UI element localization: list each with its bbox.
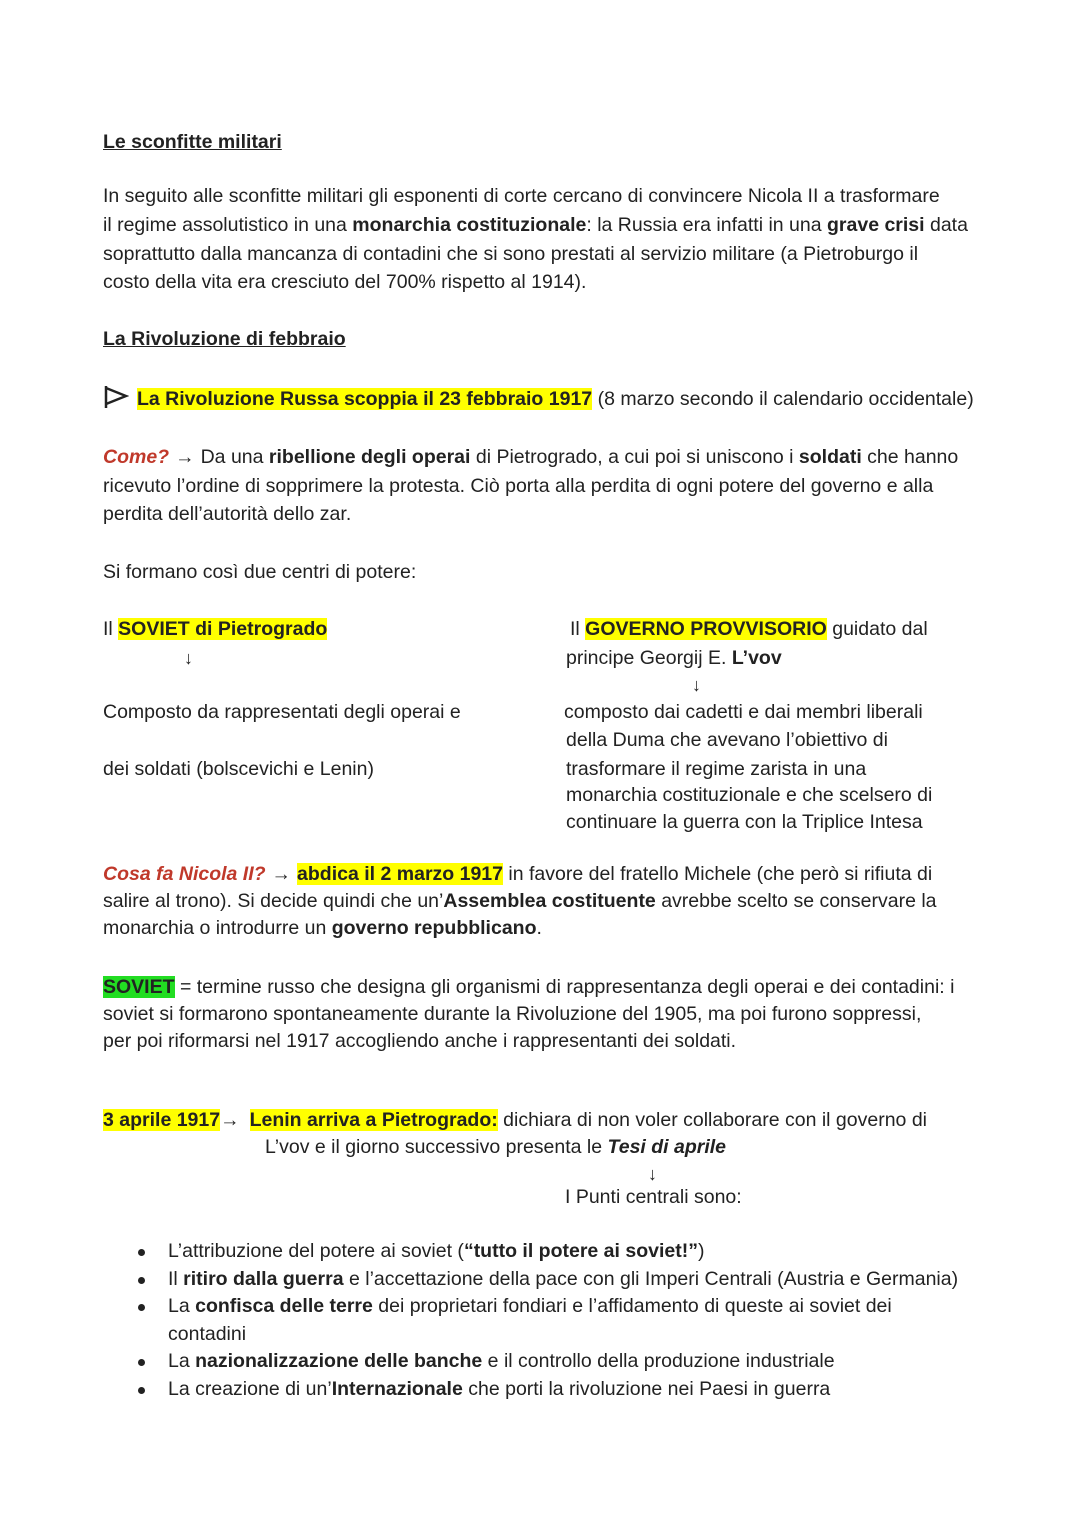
paragraph-line: perdita dell’autorità dello zar. (103, 503, 352, 525)
paragraph-line: monarchia o introdurre un governo repubblicano. (103, 917, 542, 939)
soviet-desc-line: dei soldati (bolscevichi e Lenin) (103, 758, 374, 780)
governo-leader: principe Georgij E. L’vov (566, 647, 782, 669)
flag-line: La Rivoluzione Russa scoppia il 23 febbraio 1917 (8 marzo secondo il calendario occidentale) (103, 385, 974, 418)
down-arrow: ↓ (648, 1164, 657, 1184)
paragraph-line: ricevuto l’ordine di sopprimere la protesta. Ciò porta alla perdita di ogni potere del governo e alla (103, 475, 934, 497)
revolution-date-highlight: La Rivoluzione Russa scoppia il 23 febbraio 1917 (137, 388, 593, 410)
nicola-line: Cosa fa Nicola II? → abdica il 2 marzo 1917 in favore del fratello Michele (che però si rifiuta di (103, 863, 933, 885)
paragraph-line: In seguito alle sconfitte militari gli esponenti di corte cercano di convincere Nicola II a trasformare (103, 185, 940, 207)
flag-outline-icon (103, 385, 129, 418)
paragraph-line: salire al trono). Si decide quindi che un’Assemblea costituente avrebbe scelto se conservare la (103, 890, 937, 912)
list-item: L’attribuzione del potere ai soviet (“tutto il potere ai soviet!”) (132, 1238, 1012, 1266)
list-item: La confisca delle terre dei proprietari fondiari e l’affidamento di queste ai soviet dei contadini (132, 1293, 928, 1348)
governo-desc-line: della Duma che avevano l’obiettivo di (566, 729, 888, 751)
list-item: La creazione di un’Internazionale che porti la rivoluzione nei Paesi in guerra (132, 1376, 1012, 1404)
governo-title: Il GOVERNO PROVVISORIO guidato dal (570, 618, 928, 640)
soviet-definition: SOVIET = termine russo che designa gli organismi di rappresentanza degli operai e dei contadini: i (103, 976, 955, 998)
points-intro: I Punti centrali sono: (565, 1186, 742, 1208)
april-theses-list (132, 1238, 1012, 1403)
lenin-line: 3 aprile 1917→ Lenin arriva a Pietrogrado: dichiara di non voler collaborare con il governo di (103, 1109, 927, 1131)
governo-desc-line: monarchia costituzionale e che scelsero di (566, 784, 933, 806)
heading-sconfitte: Le sconfitte militari (103, 131, 282, 153)
paragraph-line: soprattutto dalla mancanza di contadini che si sono prestati al servizio militare (a Pietroburgo il (103, 243, 919, 265)
governo-desc-line: trasformare il regime zarista in una (566, 758, 867, 780)
paragraph-line: il regime assolutistico in una monarchia costituzionale: la Russia era infatti in una grave crisi data (103, 214, 968, 236)
two-centers-intro: Si formano così due centri di potere: (103, 561, 417, 583)
down-arrow: ↓ (692, 675, 701, 695)
soviet-desc-line: Composto da rappresentati degli operai e (103, 701, 461, 723)
paragraph-line: costo della vita era cresciuto del 700% rispetto al 1914). (103, 271, 587, 293)
paragraph-line: L’vov e il giorno successivo presenta le Tesi di aprile (265, 1136, 727, 1158)
paragraph-line: per poi riformarsi nel 1917 accogliendo anche i rappresentanti dei soldati. (103, 1030, 737, 1052)
down-arrow: ↓ (184, 648, 193, 668)
heading-rivoluzione-febbraio: La Rivoluzione di febbraio (103, 328, 346, 350)
governo-desc-line: composto dai cadetti e dai membri liberali (564, 701, 923, 723)
soviet-title: Il SOVIET di Pietrogrado (103, 618, 328, 640)
list-item: Il ritiro dalla guerra e l’accettazione della pace con gli Imperi Centrali (Austria e Germania) (132, 1266, 1012, 1294)
governo-desc-line: continuare la guerra con la Triplice Intesa (566, 811, 923, 833)
paragraph-line: soviet si formarono spontaneamente durante la Rivoluzione del 1905, ma poi furono soppressi, (103, 1003, 922, 1025)
come-line: Come? → Da una ribellione degli operai di Pietrogrado, a cui poi si uniscono i soldati che hanno (103, 446, 959, 468)
list-item: La nazionalizzazione delle banche e il controllo della produzione industriale (132, 1348, 1012, 1376)
